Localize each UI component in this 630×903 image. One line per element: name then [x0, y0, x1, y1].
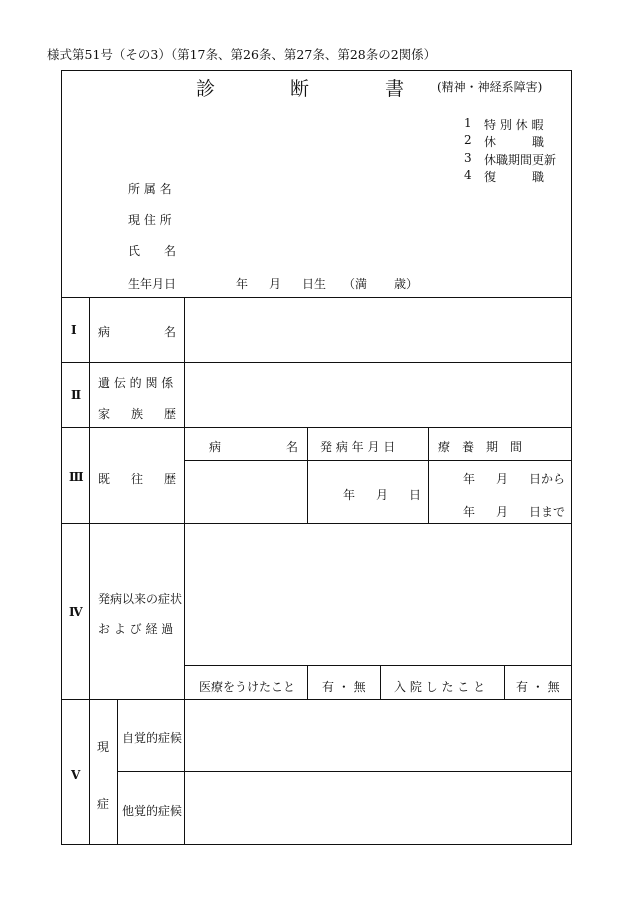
s3-col-onset: 発 病 年 月 日	[320, 440, 396, 454]
title-note: (精神・神経系障害)	[437, 80, 543, 94]
title-char-1: 診	[196, 78, 216, 100]
s4-treated-label: 医療をうけたこと	[199, 680, 296, 694]
birth-date-label: 生年月日	[128, 277, 177, 291]
age-close: 歳）	[394, 277, 419, 291]
option-3-label[interactable]: 休職期間更新	[484, 153, 557, 167]
s5-general-b: 症	[97, 797, 110, 811]
s3-to-year: 年	[463, 505, 476, 519]
section-3-num: Ⅲ	[69, 470, 84, 484]
title-char-3: 書	[385, 78, 405, 100]
divider-s3-s4	[61, 523, 572, 524]
s3-onset-year: 年	[343, 488, 356, 502]
s4-line-1: 発病以来の症状	[98, 592, 183, 606]
birth-year-unit: 年	[236, 277, 249, 291]
s5-subjective-field[interactable]	[186, 701, 570, 769]
option-2-label[interactable]: 休 職	[484, 135, 545, 149]
s4-treated-option[interactable]: 有 ・ 無	[322, 680, 366, 694]
s3-col-disease-a: 病	[209, 440, 222, 454]
option-4-num: 4	[464, 168, 472, 182]
divider-s4-footer	[184, 665, 572, 666]
s2-line-2-a: 家	[98, 407, 111, 421]
s3-label-a: 既	[98, 472, 111, 486]
option-3-num: 3	[464, 151, 472, 165]
address-label: 現 住 所	[128, 213, 172, 227]
s3-label-c: 歴	[164, 472, 177, 486]
col-roman-divider	[89, 297, 90, 845]
s5-sub-divider	[117, 699, 118, 845]
s1-disease-field[interactable]	[186, 299, 570, 360]
s5-subjective-label: 自覚的症候	[122, 731, 183, 745]
s3-to-day: 日まで	[529, 505, 566, 519]
section-2-num: Ⅱ	[71, 388, 82, 402]
s3-onset-day: 日	[409, 488, 422, 502]
section-4-num: Ⅳ	[69, 605, 83, 619]
s3-disease-field[interactable]	[186, 462, 305, 521]
s3-col-onset-divider	[307, 427, 308, 523]
divider-s2-s3	[61, 427, 572, 428]
s4-line-2: お よ び 経 過	[98, 622, 174, 636]
birth-day-unit: 日生	[302, 277, 327, 291]
divider-s4-s5	[61, 699, 572, 700]
divider-s5-middle	[117, 771, 572, 772]
s4-symptoms-field[interactable]	[186, 525, 570, 663]
option-4-label[interactable]: 復 職	[484, 170, 545, 184]
name-label: 氏 名	[128, 244, 177, 258]
s2-line-2-b: 族	[131, 407, 144, 421]
s2-family-history-field[interactable]	[186, 364, 570, 425]
option-1-label[interactable]: 特 別 休 暇	[484, 118, 544, 132]
option-2-num: 2	[464, 133, 472, 147]
age-open: （満	[343, 277, 368, 291]
s3-label-b: 往	[131, 472, 144, 486]
s4-hospital-label: 入 院 し た こ と	[394, 680, 486, 694]
s4-footer-div-2	[380, 665, 381, 699]
section-5-num: Ⅴ	[71, 768, 81, 782]
s1-label-b: 名	[164, 325, 177, 339]
form-number-header: 様式第51号（その3）（第17条、第26条、第27条、第28条の2関係）	[47, 47, 437, 62]
s2-line-2-c: 歴	[164, 407, 177, 421]
title-char-2: 断	[290, 78, 310, 100]
s4-footer-div-3	[504, 665, 505, 699]
s3-col-period: 療 養 期 間	[438, 440, 523, 454]
s4-footer-div-1	[307, 665, 308, 699]
option-1-num: 1	[464, 116, 472, 130]
s5-general-a: 現	[97, 740, 110, 754]
s3-from-month: 月	[496, 472, 509, 486]
s3-col-disease-b: 名	[286, 440, 299, 454]
s4-hospital-option[interactable]: 有 ・ 無	[516, 680, 560, 694]
s3-col-period-divider	[428, 427, 429, 523]
s3-onset-month: 月	[376, 488, 389, 502]
divider-s3-header	[184, 460, 572, 461]
divider-s1-s2	[61, 362, 572, 363]
col-label-divider	[184, 297, 185, 845]
divider-person-s1	[61, 297, 572, 298]
s5-objective-field[interactable]	[186, 773, 570, 843]
s3-to-month: 月	[496, 505, 509, 519]
s3-from-year: 年	[463, 472, 476, 486]
birth-month-unit: 月	[269, 277, 282, 291]
s1-label-a: 病	[98, 325, 111, 339]
s2-line-1: 遺 伝 的 関 係	[98, 376, 174, 390]
affiliation-label: 所 属 名	[128, 182, 172, 196]
section-1-num: Ⅰ	[71, 323, 77, 337]
s5-objective-label: 他覚的症候	[122, 804, 183, 818]
s3-from-day: 日から	[529, 472, 566, 486]
